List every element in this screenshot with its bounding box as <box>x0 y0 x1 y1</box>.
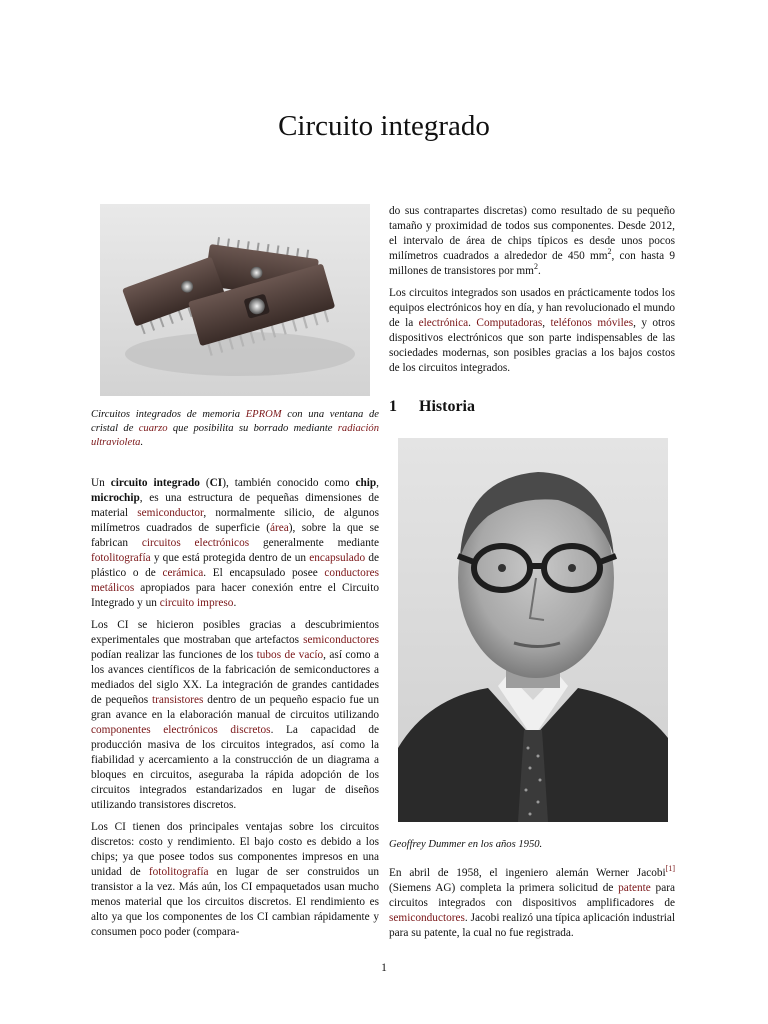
section-title: Historia <box>419 398 475 415</box>
text-run: en lugar de ser construidos un transistor a la vez. Más aún, los CI empaquetados usan mucho menos material que los circuitos discretos. El rendimiento es alto ya que los componentes de los CI cambian rápidamente y consumen poco poder (compara- <box>91 866 380 938</box>
page-title: Circuito integrado <box>278 110 490 142</box>
text-run: , es una estructura de pequeñas dimensiones de material <box>91 492 379 519</box>
text-run: . <box>233 597 237 609</box>
figure2-caption: Geoffrey Dummer en los años 1950. <box>389 839 543 850</box>
wiki-link[interactable]: teléfonos móviles <box>550 317 634 329</box>
paragraph <box>389 286 675 376</box>
paragraph <box>91 618 379 813</box>
wiki-link[interactable]: cerámica <box>162 567 204 579</box>
right-column-bottom <box>389 866 675 948</box>
wiki-link[interactable]: semiconductor <box>137 507 204 519</box>
text-run: do sus contrapartes discretas) como resultado de su pequeño tamaño y proximidad de todos sus componentes. Desde 2012, el intervalo de área de chips típicos es desde unos pocos milímetros cuadrados a alrededor de 450 mm <box>389 205 675 262</box>
wiki-link[interactable]: radiación ultravioleta <box>91 423 379 448</box>
paragraph <box>91 820 379 940</box>
eprom-chips-photo <box>100 204 370 396</box>
text-run: , y otros dispositivos electrónicos que son parte indispensables de las sociedades modernas, son posibles gracias a los bajos costos de los circuitos integrados. <box>389 317 675 374</box>
text-run: . <box>468 317 477 329</box>
wiki-link[interactable]: fotolitografía <box>91 552 151 564</box>
wiki-link[interactable]: electrónica <box>418 317 469 329</box>
wiki-link[interactable]: componentes electrónicos discretos <box>91 724 271 736</box>
bold-term: circuito integrado <box>110 477 200 489</box>
wiki-link[interactable]: tubos de vacío <box>256 649 324 661</box>
paragraph <box>91 476 379 611</box>
text-run: . El encapsulado posee <box>203 567 325 579</box>
wiki-link[interactable]: patente <box>618 882 651 894</box>
text-run: apropiados para hacer conexión entre el Circuito Integrado y un <box>91 582 379 609</box>
text-run: Los CI se hicieron posibles gracias a descubrimientos experimentales que mostraban que artefactos <box>91 619 379 646</box>
wiki-link[interactable]: fotolitografía <box>148 866 209 878</box>
text-run: , así como a los avances científicos de la fabricación de semiconductores a mediados del siglo XX. La integración de grandes cantidades de pequeños <box>91 649 379 706</box>
text-run: que posibilita su borrado mediante <box>167 423 338 434</box>
bold-term: chip <box>355 477 377 489</box>
wiki-link[interactable]: cuarzo <box>138 423 168 434</box>
text-run: . <box>537 265 541 277</box>
text-run: (Siemens AG) completa la primera solicitud de <box>389 882 619 894</box>
text-run: . <box>140 437 144 448</box>
wiki-link[interactable]: circuito impreso <box>159 597 234 609</box>
text-run: para circuitos integrados con dispositivos amplificadores de <box>389 882 675 909</box>
text-run: generalmente mediante <box>249 537 379 549</box>
page-number: 1 <box>381 962 387 974</box>
bold-term: CI <box>209 477 223 489</box>
text-run: Un <box>91 477 111 489</box>
text-run: , <box>542 317 551 329</box>
paragraph <box>389 866 675 941</box>
wiki-link[interactable]: circuitos electrónicos <box>141 537 250 549</box>
text-run: con una ventana de cristal de <box>91 409 379 434</box>
text-run: 2 <box>607 247 612 257</box>
left-column <box>91 476 379 947</box>
text-run: y que está protegida dentro de un <box>150 552 310 564</box>
section-heading-historia <box>389 398 475 416</box>
text-run: . La capacidad de producción masiva de los circuitos integrados, así como la fiabilidad y acercamiento a la construcción de un diagrama a bloques en circuitos, aseguraba la rápida adopción de los circuitos integrados estandarizados en lugar de diseños utilizando transistores discretos. <box>91 724 379 811</box>
text-run: ), también conocido como <box>222 477 356 489</box>
text-run: , <box>376 477 379 489</box>
eprom-chips-image <box>100 204 370 396</box>
figure1-caption <box>91 408 379 450</box>
text-run: , con hasta 9 millones de transistores por mm <box>389 250 675 277</box>
text-run: ), sobre la que se fabrican <box>91 522 379 549</box>
text-run: Los circuitos integrados son usados en prácticamente todos los equipos electrónicos hoy en día, y han revolucionado el mundo de la <box>389 287 675 329</box>
text-run: En abril de 1958, el ingeniero alemán Werner Jacobi <box>389 867 666 879</box>
wiki-link[interactable]: semiconductores <box>389 912 465 924</box>
wiki-link[interactable]: encapsulado <box>309 552 366 564</box>
text-run: de plástico o de <box>91 552 379 579</box>
wiki-link[interactable]: semiconductores <box>303 634 379 646</box>
right-column-top <box>389 204 675 383</box>
portrait-image <box>398 438 668 822</box>
section-number: 1 <box>389 398 397 415</box>
text-run: Circuitos integrados de memoria <box>91 409 246 420</box>
wiki-link[interactable]: área <box>269 522 289 534</box>
wiki-link[interactable]: EPROM <box>245 409 282 420</box>
wiki-link[interactable]: conductores metálicos <box>91 567 380 594</box>
geoffrey-dummer-photo <box>398 438 668 822</box>
paragraph <box>389 204 675 279</box>
bold-term: microchip <box>91 492 140 504</box>
wiki-link[interactable]: Computadoras <box>476 317 543 329</box>
text-run: dentro de un pequeño espacio fue un gran avance en la elaboración manual de circuitos utilizando <box>91 694 379 721</box>
text-run: Los CI tienen dos principales ventajas sobre los circuitos discretos: costo y rendimiento. El bajo costo es debido a los chips; ya que posee todos sus componentes impresos en una unidad de <box>91 821 379 878</box>
text-run: 2 <box>533 262 538 272</box>
wiki-link[interactable]: [1] <box>665 864 675 874</box>
text-run: . Jacobi realizó una típica aplicación industrial para su patente, la cual no fue registrada. <box>389 912 675 939</box>
wiki-link[interactable]: transistores <box>152 694 204 706</box>
text-run: , normalmente silicio, de algunos milímetros cuadrados de superficie ( <box>91 507 379 534</box>
text-run: ( <box>199 477 210 489</box>
text-run: podían realizar las funciones de los <box>91 649 257 661</box>
